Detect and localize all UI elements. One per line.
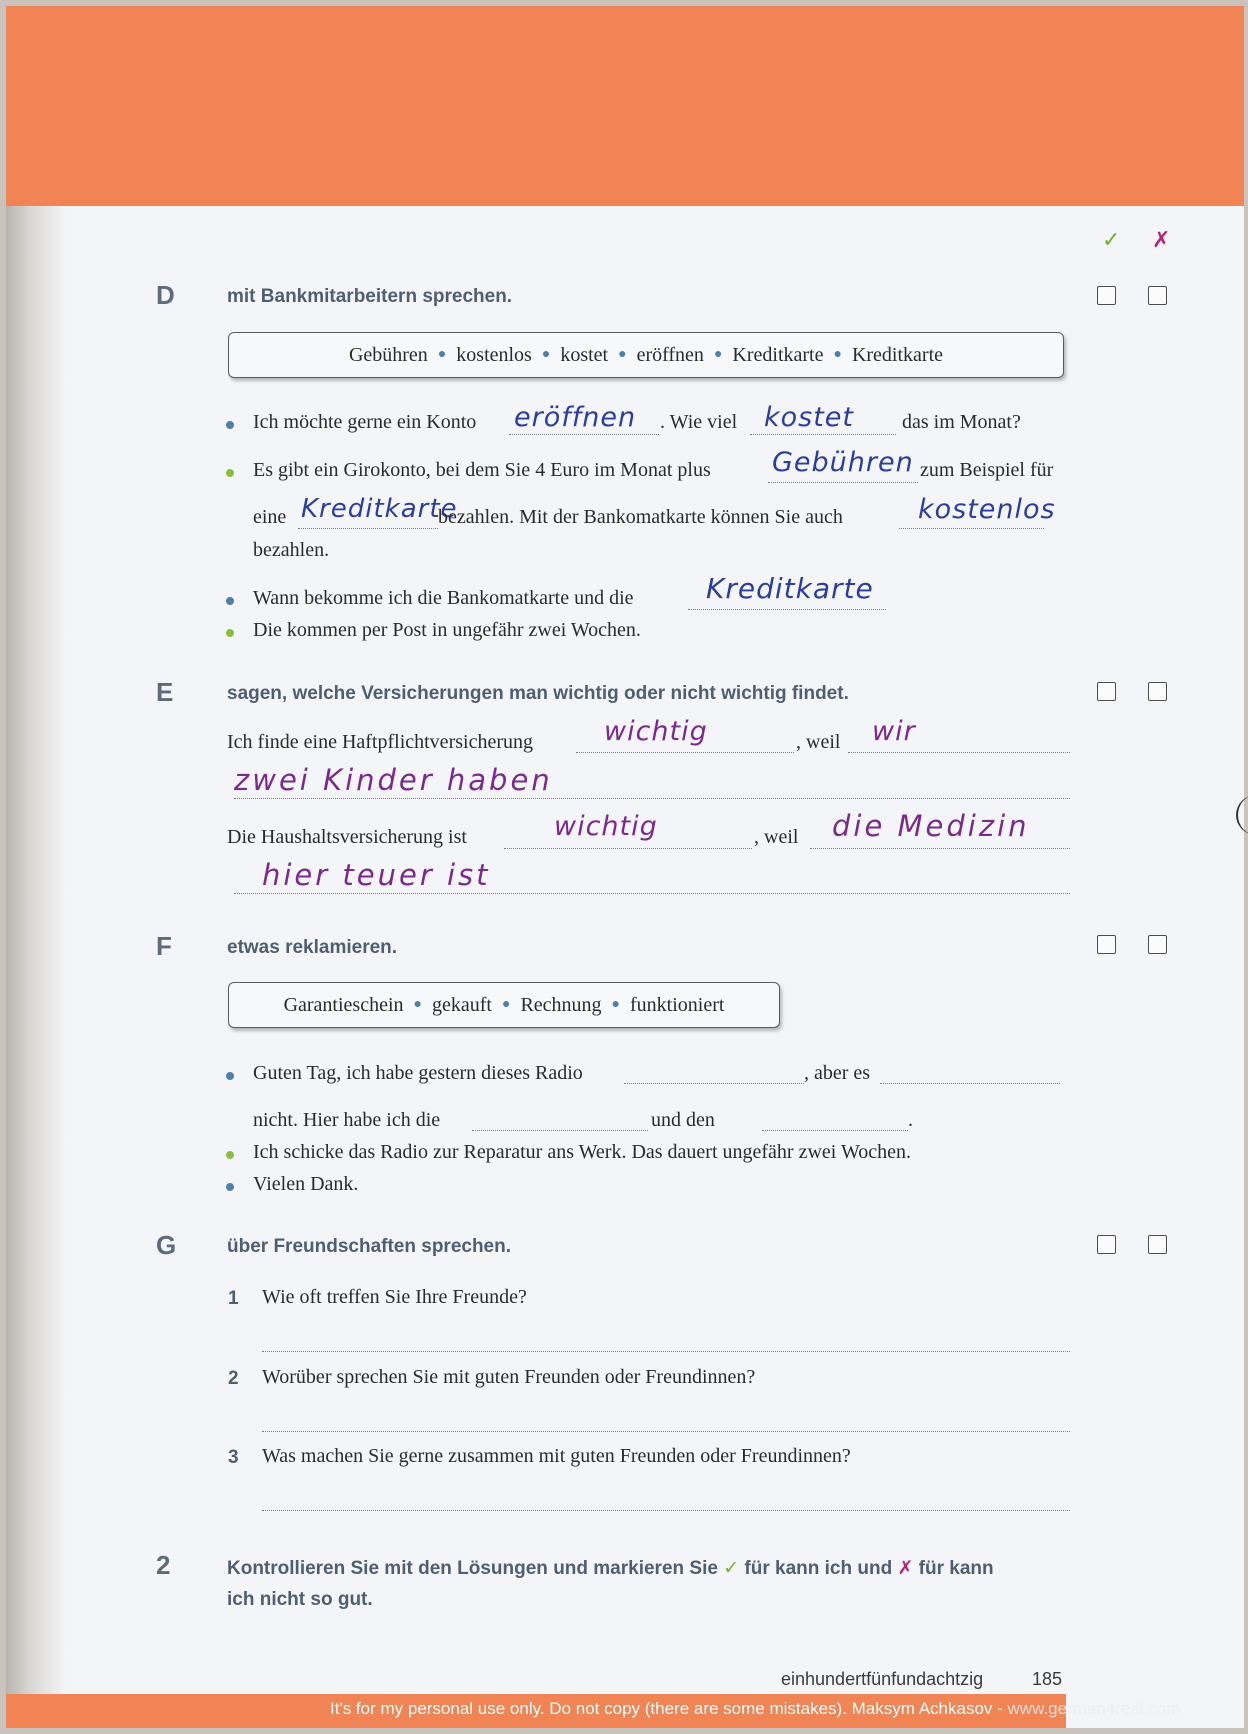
sentence-text: Guten Tag, ich habe gestern dieses Radio [253, 1062, 583, 1084]
answer-line [504, 848, 752, 849]
handwritten-answer: eröffnen [514, 402, 637, 433]
sentence-text: Wann bekomme ich die Bankomatkarte und die [253, 587, 634, 609]
word-box-item: Rechnung [520, 993, 602, 1016]
word-box-item: gekauft [431, 993, 492, 1016]
task-2-instruction [227, 1557, 994, 1580]
copyright-note [330, 1699, 1240, 1723]
question-number: 1 [228, 1288, 239, 1309]
page-number: 185 [1032, 1669, 1063, 1689]
section-g-cross-box[interactable] [1148, 1235, 1167, 1254]
answer-line [810, 848, 1070, 849]
cannot-do-cross-icon: ✗ [1152, 228, 1171, 253]
sentence-text: Ich möchte gerne ein Konto [253, 411, 477, 433]
copyright-text: It's for my personal use only. Do not copy (there are some mistakes). Maksym Achkasov - [330, 1699, 1008, 1718]
section-letter-g: G [156, 1230, 177, 1260]
answer-line [262, 1431, 1070, 1432]
bullet-point [226, 469, 234, 477]
section-letter-e: E [156, 677, 174, 707]
section-e-heading: sagen, welche Versicherungen man wichtig oder nicht wichtig findet. [227, 683, 849, 704]
answer-line [750, 434, 896, 435]
section-d-heading: mit Bankmitarbeitern sprechen. [227, 286, 513, 307]
answer-line [688, 609, 886, 610]
handwritten-answer: kostet [764, 402, 855, 433]
answer-line [472, 1130, 648, 1131]
sentence-text: Vielen Dank. [253, 1173, 359, 1195]
section-e-check-box[interactable] [1097, 682, 1116, 701]
website-link[interactable]: www.german4real.com [1007, 1699, 1181, 1718]
section-d-word-box: Gebühren ● kostenlos ● kostet ● eröffnen ● Kreditkarte ● Kreditkarte [228, 332, 1064, 378]
section-g-heading: über Freundschaften sprechen. [227, 1236, 512, 1257]
section-letter-d: D [156, 280, 175, 310]
instruction-text: für kann ich und [744, 1558, 893, 1579]
answer-line [298, 528, 438, 529]
section-e-cross-box[interactable] [1148, 682, 1167, 701]
bullet-point [226, 629, 234, 637]
word-box-item: Kreditkarte [732, 343, 824, 366]
section-g-check-box[interactable] [1097, 1235, 1116, 1254]
bullet-point [226, 597, 234, 605]
answer-line [768, 482, 918, 483]
question-text: Worüber sprechen Sie mit guten Freunden oder Freundinnen? [262, 1366, 756, 1388]
section-f-word-box: Garantieschein ● gekauft ● Rechnung ● funktioniert [228, 982, 780, 1028]
handwritten-answer: hier teuer ist [262, 858, 491, 892]
answer-line [624, 1083, 804, 1084]
answer-line [848, 752, 1070, 753]
book-spine-shadow [6, 6, 66, 1728]
word-box-item: Kreditkarte [851, 343, 944, 366]
answer-line [899, 528, 1044, 529]
handwritten-answer: zwei Kinder haben [234, 763, 553, 797]
section-f-heading: etwas reklamieren. [227, 937, 398, 958]
sentence-text: nicht. Hier habe ich die [253, 1109, 441, 1131]
sentence-text: Ich schicke das Radio zur Reparatur ans Werk. Das dauert ungefähr zwei Wochen. [253, 1141, 912, 1163]
handwritten-answer: wir [872, 716, 916, 747]
section-f-cross-box[interactable] [1148, 935, 1167, 954]
sentence-text: , weil [754, 826, 799, 848]
sentence-text: bezahlen. Mit der Bankomatkarte können Sie auch [438, 506, 843, 528]
bullet-point [226, 1183, 234, 1191]
sentence-text: . Wie viel [660, 411, 738, 433]
sentence-text: , weil [796, 731, 841, 753]
handwritten-answer: kostenlos [918, 494, 1056, 525]
task-2-instruction-line2: ich nicht so gut. [227, 1589, 373, 1610]
bullet-point [226, 1072, 234, 1080]
word-box-item: funktioniert [630, 993, 725, 1016]
sentence-text: Die kommen per Post in ungefähr zwei Wochen. [253, 619, 641, 641]
handwritten-answer: Kreditkarte [301, 494, 458, 524]
question-text: Wie oft treffen Sie Ihre Freunde? [262, 1286, 527, 1308]
sentence-text: Die Haushaltsversicherung ist [227, 826, 467, 848]
handwritten-answer: die Medizin [832, 809, 1030, 843]
sentence-text: . [908, 1109, 913, 1131]
sentence-text: Es gibt ein Girokonto, bei dem Sie 4 Euro im Monat plus [253, 459, 711, 481]
word-box-item: Garantieschein [283, 993, 404, 1016]
instruction-text: für kann [918, 1558, 994, 1579]
handwritten-answer: wichtig [604, 716, 708, 747]
orange-header-band [6, 6, 1244, 206]
section-d-check-box[interactable] [1097, 286, 1116, 305]
question-number: 3 [228, 1447, 239, 1468]
word-box-item: eröffnen [636, 343, 704, 366]
sentence-text: und den [651, 1109, 715, 1131]
check-icon: ✓ [723, 1557, 740, 1579]
sentence-text: , aber es [804, 1062, 871, 1084]
sentence-text: zum Beispiel für [920, 459, 1054, 481]
workbook-page [6, 6, 1244, 1728]
section-letter-f: F [156, 931, 172, 961]
cross-icon: ✗ [897, 1557, 914, 1579]
handwritten-answer: Kreditkarte [706, 572, 874, 605]
can-do-check-icon: ✓ [1102, 228, 1121, 253]
question-text: Was machen Sie gerne zusammen mit guten Freunden oder Freundinnen? [262, 1445, 851, 1467]
word-box-item: kostet [560, 343, 609, 366]
sentence-text: das im Monat? [902, 411, 1021, 433]
answer-line [234, 893, 1070, 894]
answer-line [576, 752, 794, 753]
bullet-point [226, 1151, 234, 1159]
section-f-check-box[interactable] [1097, 935, 1116, 954]
word-box-item: kostenlos [456, 343, 532, 366]
answer-line [234, 798, 1070, 799]
answer-line [509, 434, 659, 435]
handwritten-answer: wichtig [554, 811, 658, 842]
sentence-text: Ich finde eine Haftpflichtversicherung [227, 731, 533, 753]
answer-line [880, 1083, 1060, 1084]
section-d-cross-box[interactable] [1148, 286, 1167, 305]
question-number: 2 [228, 1368, 239, 1389]
handwritten-answer: Gebühren [772, 447, 914, 478]
answer-line [262, 1351, 1070, 1352]
sentence-text: bezahlen. [253, 539, 330, 561]
instruction-text: Kontrollieren Sie mit den Lösungen und markieren Sie [227, 1558, 718, 1579]
sentence-text: eine [253, 506, 287, 528]
answer-line [762, 1130, 908, 1131]
answer-line [262, 1510, 1070, 1511]
page-number-words: einhundertfünfundachtzig [781, 1669, 984, 1689]
bullet-point [226, 421, 234, 429]
task-number: 2 [156, 1550, 171, 1580]
word-box-item: Gebühren [348, 343, 428, 366]
